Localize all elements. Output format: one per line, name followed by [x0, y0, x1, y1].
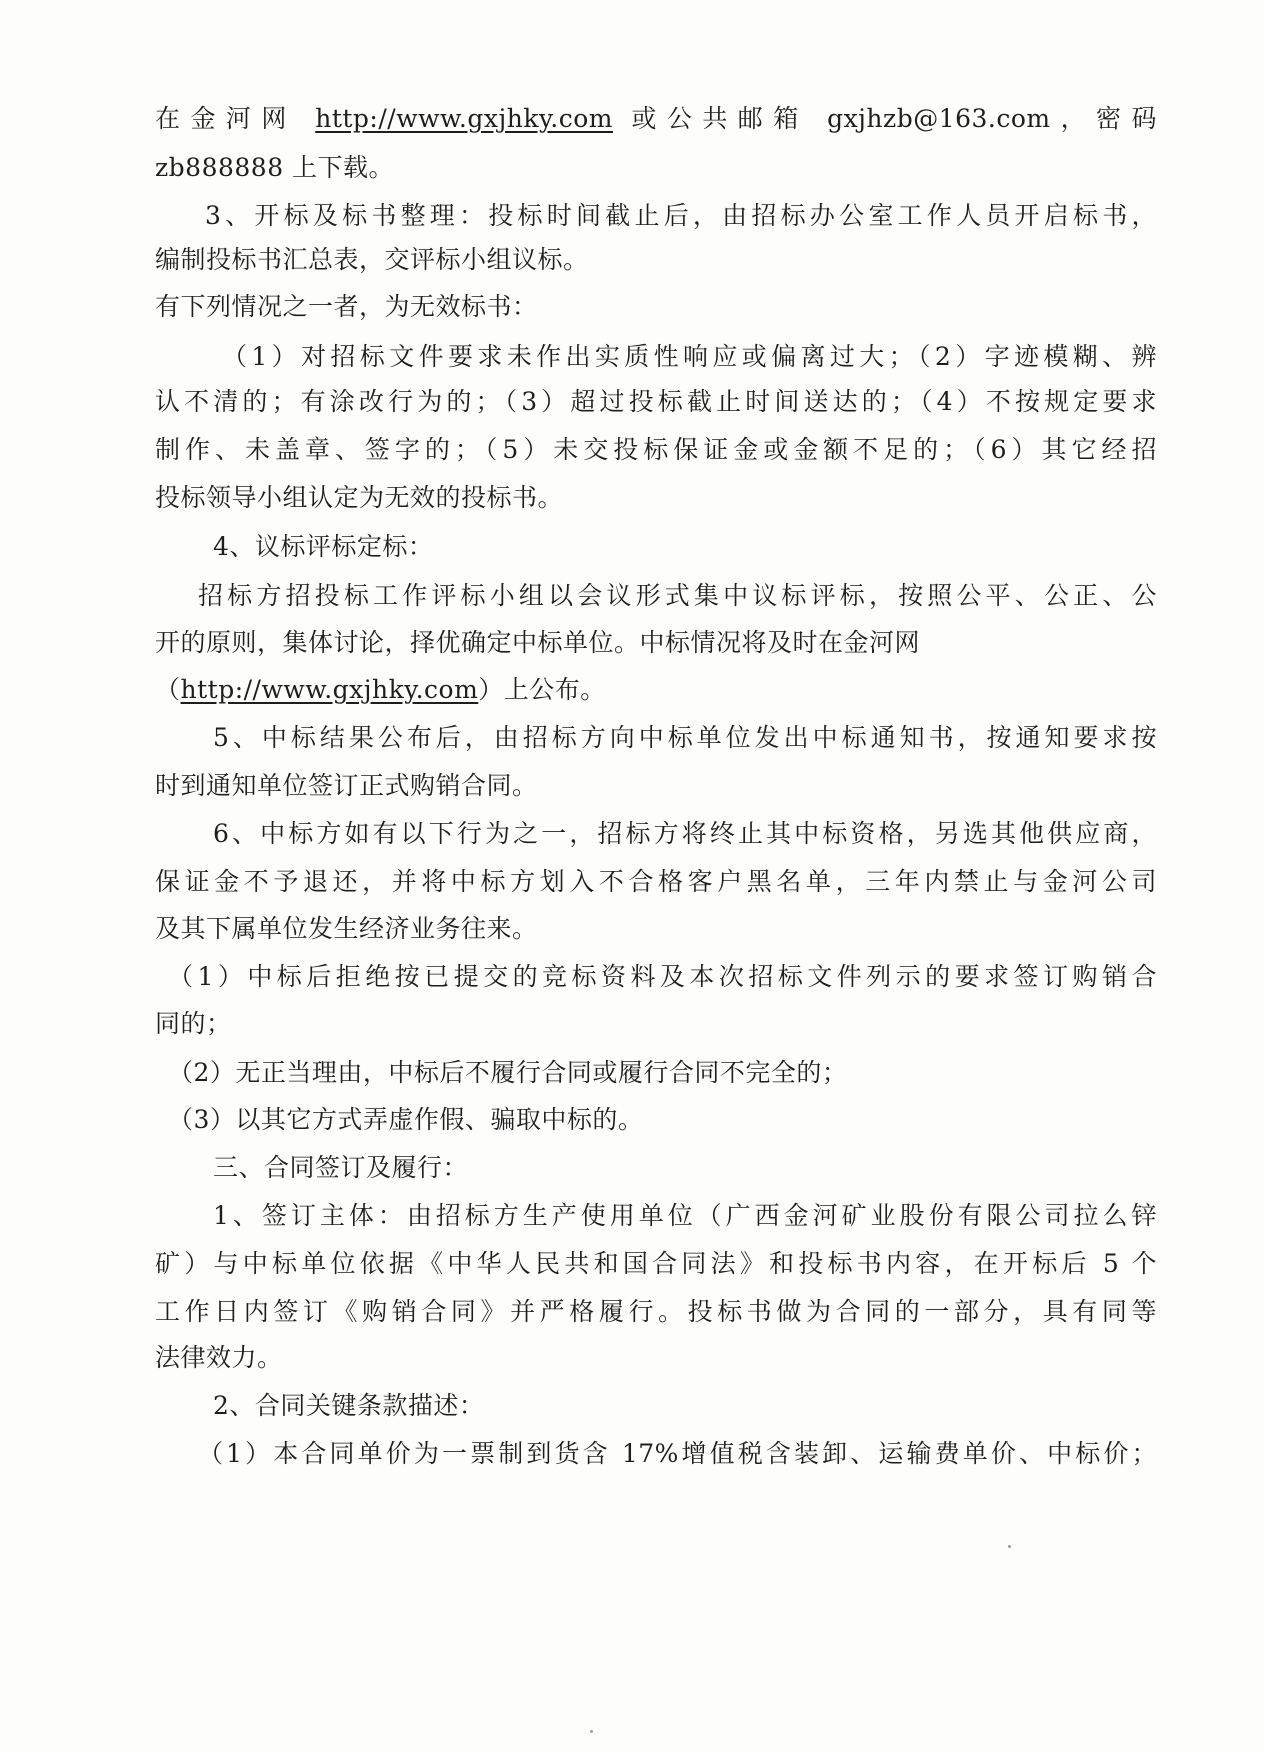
text-line: （1）本合同单价为一票制到货含 17%增值税含装卸、运输费单价、中标价；: [198, 1439, 1157, 1468]
text-line: 投标领导小组认定为无效的投标书。: [155, 483, 564, 512]
text-line: 同的；: [155, 1009, 232, 1038]
section-heading: 三、合同签订及履行：: [213, 1153, 469, 1182]
text-line: 矿）与中标单位依据《中华人民共和国合同法》和投标书内容，在开标后 5 个: [155, 1249, 1157, 1278]
text-line: （http://www.gxjhky.com）上公布。: [155, 675, 606, 704]
text-line: 有下列情况之一者，为无效标书：: [155, 292, 538, 321]
text-line: （1）对招标文件要求未作出实质性响应或偏离过大；（2）字迹模糊、辨: [222, 342, 1157, 371]
text-line: 1、签订主体：由招标方生产使用单位（广西金河矿业股份有限公司拉么锌: [213, 1201, 1157, 1230]
website-link[interactable]: http://www.gxjhky.com: [180, 675, 479, 704]
text-line: 编制投标书汇总表，交评标小组议标。: [155, 245, 589, 274]
text-line: （3）以其它方式弄虚作假、骗取中标的。: [168, 1105, 644, 1134]
section-heading: 5、中标结果公布后，由招标方向中标单位发出中标通知书，按通知要求按: [213, 723, 1157, 752]
text-line: 保证金不予退还，并将中标方划入不合格客户黑名单，三年内禁止与金河公司: [155, 867, 1157, 896]
text-line: 开的原则，集体讨论，择优确定中标单位。中标情况将及时在金河网: [155, 628, 921, 657]
section-heading: 2、合同关键条款描述：: [213, 1391, 485, 1420]
text-line: 认不清的；有涂改行为的；（3）超过投标截止时间送达的；（4）不按规定要求: [155, 387, 1157, 416]
section-heading: 6、中标方如有以下行为之一，招标方将终止其中标资格，另选其他供应商，: [213, 819, 1157, 848]
text-line: （2）无正当理由，中标后不履行合同或履行合同不完全的；: [168, 1058, 848, 1087]
website-link[interactable]: http://www.gxjhky.com: [315, 104, 613, 133]
text-line: 在金河网 http://www.gxjhky.com 或公共邮箱 gxjhzb@163.com，密码: [155, 104, 1157, 133]
text-line: 制作、未盖章、签字的；（5）未交投标保证金或金额不足的；（6）其它经招: [155, 435, 1157, 464]
scan-speck: [590, 1730, 593, 1733]
section-heading: 4、议标评标定标：: [213, 532, 434, 561]
scan-speck: [1008, 1545, 1011, 1548]
text-line: （1）中标后拒绝按已提交的竞标资料及本次招标文件列示的要求签订购销合: [168, 962, 1157, 991]
text-line: zb888888 上下载。: [155, 153, 395, 182]
text-line: 法律效力。: [155, 1343, 283, 1372]
text-line: 及其下属单位发生经济业务往来。: [155, 914, 538, 943]
text-line: 招标方招投标工作评标小组以会议形式集中议标评标，按照公平、公正、公: [198, 581, 1157, 610]
text-line: 时到通知单位签订正式购销合同。: [155, 771, 538, 800]
section-heading: 3、开标及标书整理：投标时间截止后，由招标办公室工作人员开启标书，: [205, 201, 1157, 230]
text-line: 工作日内签订《购销合同》并严格履行。投标书做为合同的一部分，具有同等: [155, 1297, 1157, 1326]
